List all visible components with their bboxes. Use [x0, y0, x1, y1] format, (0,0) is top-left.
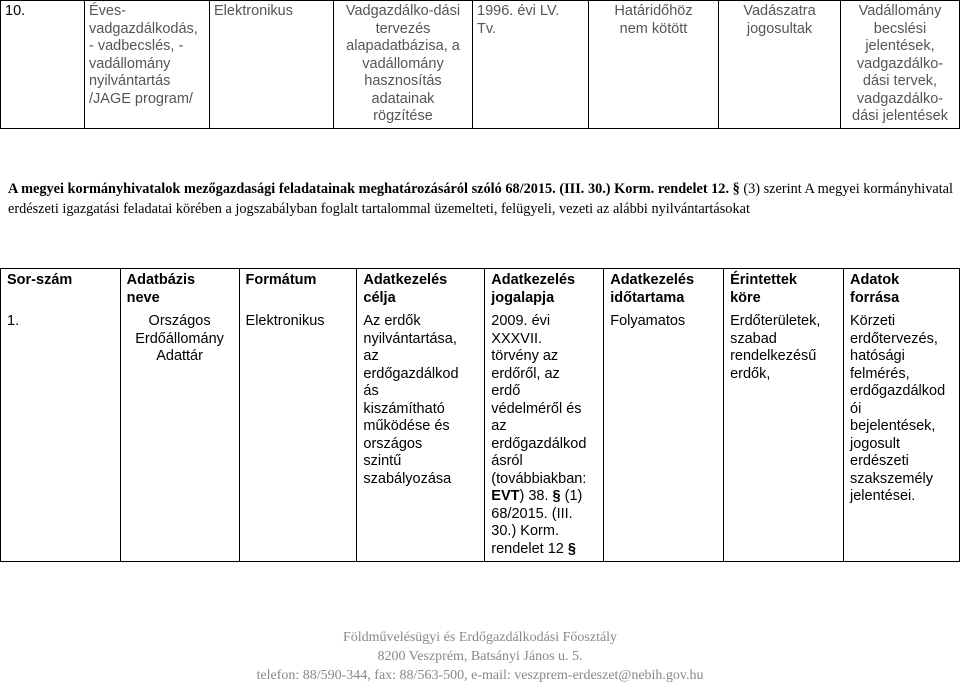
header-row-number: Sor-szám [1, 269, 121, 311]
database-name: Éves- vadgazdálkodás, - vadbecslés, - vadállomány nyilvántartás /JAGE program/ [85, 1, 210, 129]
duration: Folyamatos [604, 310, 724, 562]
header-scope: Érintettek köre [724, 269, 844, 311]
table-row [1, 310, 960, 562]
footer-department: Földművelésügyi és Erdőgazdálkodási Főosztály [342, 630, 618, 645]
header-database-name: Adatbázis neve [120, 269, 239, 311]
row-number: 1. [1, 310, 121, 562]
format: Elektronikus [239, 310, 357, 562]
header-purpose: Adatkezelés célja [357, 269, 485, 311]
header-duration: Adatkezelés időtartama [604, 269, 724, 311]
evt-abbrev: EVT [491, 488, 520, 504]
table-row [1, 1, 960, 129]
scope: Vadászatra jogosultak [719, 1, 841, 129]
source: Vadállomány becslési jelentések, vadgazdálko- dási tervek, vadgazdálko- dási jelentések [841, 1, 960, 129]
header-format: Formátum [239, 269, 357, 311]
footer-address: 8200 Veszprém, Batsányi János u. 5. [377, 649, 583, 664]
duration: Határidőhöz nem kötött [589, 1, 719, 129]
database-name: Országos Erdőállomány Adattár [120, 310, 239, 562]
footer-contact: telefon: 88/590-344, fax: 88/563-500, e-mail: veszprem-erdeszet@nebih.gov.hu [256, 668, 704, 683]
scope: Erdőterületek, szabad rendelkezésű erdők, [724, 310, 844, 562]
header-legal-basis: Adatkezelés jogalapja [485, 269, 604, 311]
format: Elektronikus [210, 1, 334, 129]
legal-basis: 1996. évi LV. Tv. [473, 1, 589, 129]
source: Körzeti erdőtervezés, hatósági felmérés, erdőgazdálkod ói bejelentések, jogosult erdészeti szakszemély jelentései. [844, 310, 960, 562]
regulation-text: (3) szerint A megyei kormányhivatal erdészeti igazgatási feladatai körében a jogszabályban foglalt tartalommal üzemelteti, felügyeli, vezeti az alábbi nyilvántartásokat [8, 181, 953, 217]
regulation-paragraph [8, 179, 953, 219]
header-source: Adatok forrása [844, 269, 960, 311]
purpose: Vadgazdálko-dási tervezés alapadatbázisa, a vadállomány hasznosítás adatainak rögzítése [334, 1, 473, 129]
previous-register-table [0, 0, 960, 129]
row-number: 10. [1, 1, 85, 129]
purpose: Az erdők nyilvántartása, az erdőgazdálkod ás kiszámítható működése és országos szintű szabályozása [357, 310, 485, 562]
table-header [1, 269, 960, 311]
regulation-title: A megyei kormányhivatalok mezőgazdasági feladatainak meghatározásáról szóló 68/2015. (III. 30.) Korm. rendelet 12. [8, 181, 730, 197]
register-table [0, 268, 960, 562]
legal-basis: 2009. évi XXXVII. törvény az erdőről, az erdő védelméről és az erdőgazdálkod ásról (továbbiakban: EVT) 38. § (1) 68/2015. (III. 30.) Korm. rendelet 12 § [485, 310, 604, 562]
section-mark: § [732, 181, 740, 197]
